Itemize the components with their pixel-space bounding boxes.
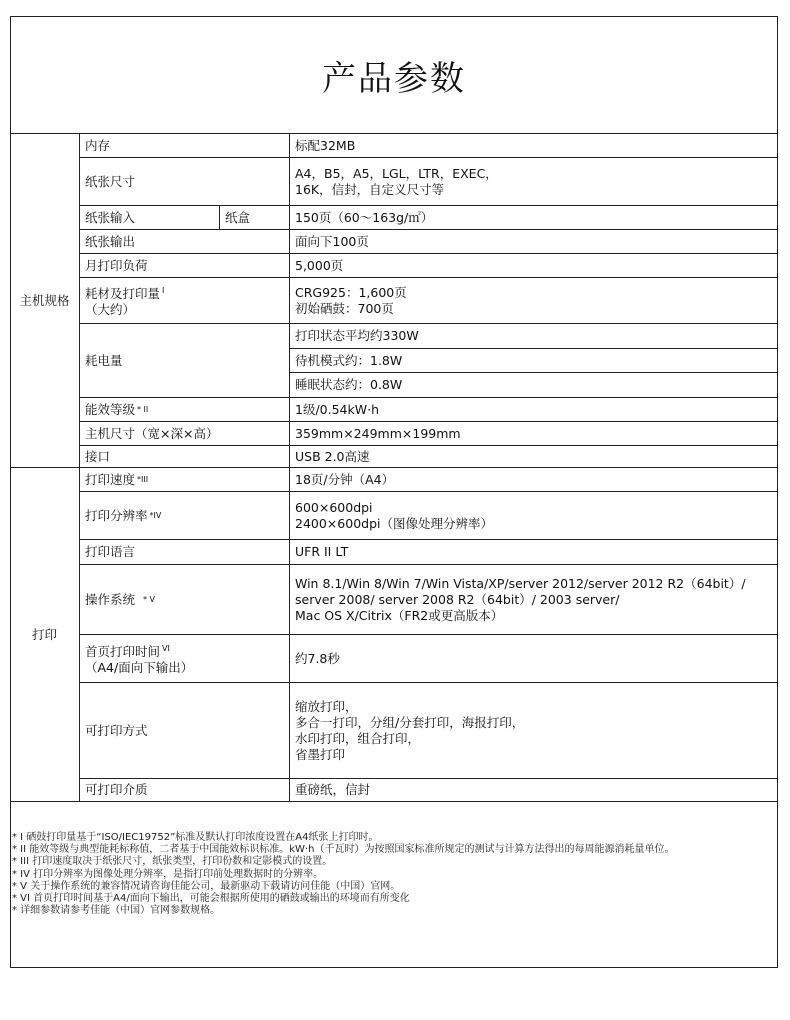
label-resolution — [85, 492, 161, 539]
footnotes — [12, 832, 776, 917]
label-first-page — [85, 635, 193, 682]
divider — [10, 801, 778, 802]
divider — [80, 539, 778, 540]
footnote: * 详细参数请参考佳能（中国）官网参数规格。 — [12, 905, 221, 917]
divider — [80, 397, 778, 398]
label-paper-size: 纸张尺寸 — [85, 173, 136, 189]
divider — [219, 205, 220, 229]
divider — [79, 133, 80, 801]
value-power-standby: 待机模式约：1.8W — [295, 352, 403, 368]
label-print-speed — [85, 468, 148, 491]
footnote-mark: *IV — [149, 510, 162, 520]
footnote: * V 关于操作系统的兼容情况请咨询佳能公司，最新驱动下载请访问佳能（中国）官网。 — [12, 880, 401, 892]
value-language: UFR II LT — [295, 544, 349, 559]
value-paper-size — [295, 158, 498, 205]
footnote: * III 打印速度取决于纸张尺寸，纸张类型，打印份数和定影模式的设置。 — [12, 856, 333, 868]
divider — [10, 133, 778, 134]
label-text: 操作系统 — [85, 591, 136, 607]
label-text: 打印速度 — [85, 471, 136, 487]
label-consumables — [85, 278, 164, 323]
section-print: 打印 — [31, 626, 57, 642]
value-paper-input: 150页（60～163g/㎡） — [295, 209, 434, 225]
divider — [80, 778, 778, 779]
value-energy-class: 1级/0.54kW·h — [295, 401, 379, 417]
label-paper-output: 纸张输出 — [85, 233, 136, 249]
label-text: 打印分辨率 — [85, 507, 148, 523]
value-line: 初始硒鼓：700页 — [295, 300, 394, 316]
footnote: * IV 打印分辨率为图像处理分辨率，是指打印前处理数据时的分辨率。 — [12, 868, 324, 880]
value-os — [295, 565, 746, 634]
divider — [80, 445, 778, 446]
footnote-mark: I — [162, 285, 165, 295]
label-paper-tray: 纸盒 — [225, 209, 251, 225]
value-line: server 2008/ server 2008 R2（64bit）/ 2003 server/ — [295, 591, 620, 607]
value-line: Mac OS X/Citrix（FR2或更高版本） — [295, 607, 504, 623]
value-paper-output: 面向下100页 — [295, 233, 369, 249]
value-monthly-duty: 5,000页 — [295, 257, 344, 273]
footnote-mark: * V — [143, 594, 156, 604]
label-interface: 接口 — [85, 448, 111, 464]
value-line: 2400×600dpi（图像处理分辨率） — [295, 515, 493, 531]
footnote: * I 硒鼓打印量基于“ISO/IEC19752”标准及默认打印浓度设置在A4纸张上打印时。 — [12, 832, 379, 843]
value-line: 省墨打印 — [295, 746, 346, 762]
label-paper-input: 纸张输入 — [85, 209, 136, 225]
value-consumables — [295, 278, 407, 323]
value-line: Win 8.1/Win 8/Win 7/Win Vista/XP/server 2012/server 2012 R2（64bit）/ — [295, 575, 746, 591]
value-line: 水印打印，组合打印， — [295, 730, 421, 746]
footnote-mark: *III — [137, 474, 149, 484]
value-line: CRG925：1,600页 — [295, 284, 407, 300]
label-dimensions: 主机尺寸（宽×深×高） — [85, 425, 219, 441]
divider — [80, 323, 778, 324]
value-power-print: 打印状态平均约330W — [295, 328, 419, 343]
divider — [80, 253, 778, 254]
label-power: 耗电量 — [85, 352, 123, 368]
page-title: 产品参数 — [322, 58, 466, 99]
footnote-mark: VI — [162, 643, 170, 653]
value-line: 16K，信封，自定义尺寸等 — [295, 181, 445, 197]
value-line: 缩放打印， — [295, 698, 358, 714]
value-print-modes — [295, 683, 524, 778]
label-print-modes: 可打印方式 — [85, 722, 148, 738]
value-memory: 标配32MB — [295, 137, 356, 153]
label-os — [85, 565, 155, 634]
label-line: （A4/面向下输出） — [85, 660, 194, 676]
value-media: 重磅纸，信封 — [295, 782, 371, 797]
value-line: 600×600dpi — [295, 499, 373, 515]
label-language: 打印语言 — [85, 544, 136, 559]
label-energy-class — [85, 398, 148, 421]
label-line: 首页打印时间 — [85, 644, 161, 660]
divider — [80, 277, 778, 278]
divider — [80, 229, 778, 230]
value-resolution — [295, 492, 493, 539]
label-media: 可打印介质 — [85, 782, 148, 797]
section-host-spec: 主机规格 — [19, 292, 70, 308]
value-power-sleep: 睡眠状态约：0.8W — [295, 377, 403, 392]
label-text: 能效等级 — [85, 401, 136, 417]
value-print-speed: 18页/分钟（A4） — [295, 471, 395, 487]
label-monthly-duty: 月打印负荷 — [85, 257, 148, 273]
value-dimensions: 359mm×249mm×199mm — [295, 425, 461, 441]
footnote: * VI 首页打印时间基于A4/面向下输出，可能会根据所使用的硒鼓或输出的环境而有所变化 — [12, 893, 410, 905]
footnote-mark: * II — [137, 404, 149, 414]
value-first-page: 约7.8秒 — [295, 650, 340, 666]
value-interface: USB 2.0高速 — [295, 448, 370, 464]
label-memory: 内存 — [85, 137, 111, 153]
label-line: 耗材及打印量 — [85, 286, 161, 302]
label-line: （大约） — [85, 302, 136, 318]
value-line: A4，B5，A5，LGL，LTR，EXEC， — [295, 165, 498, 181]
value-line: 多合一打印，分组/分套打印，海报打印， — [295, 714, 525, 730]
divider — [289, 133, 290, 801]
footnote: * II 能效等级与典型能耗标称值，二者基于中国能效标识标准。kW·h（千瓦时）为按照国家标准所规定的测试与计算方法得出的每周能源消耗量单位。 — [12, 844, 675, 856]
